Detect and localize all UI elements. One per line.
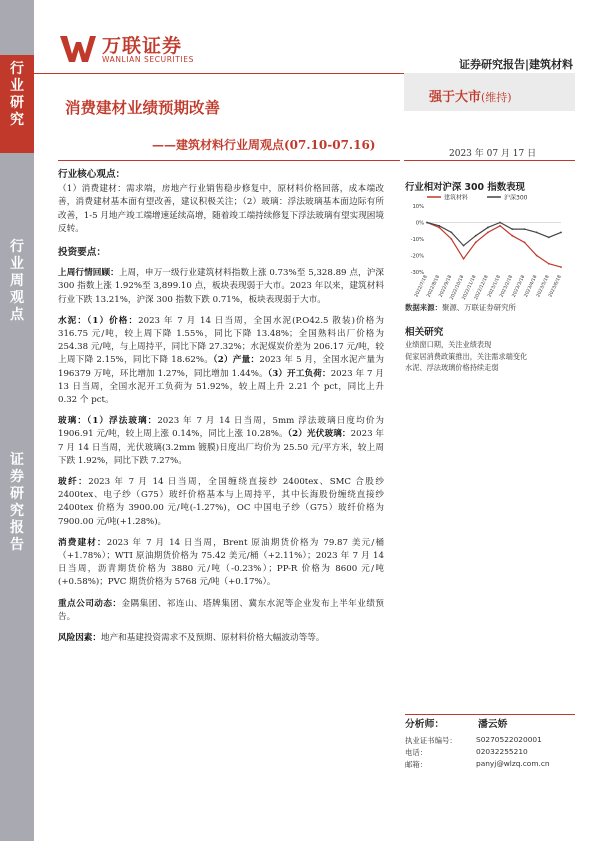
keyword: 玻璃： xyxy=(58,416,87,427)
char: 业 xyxy=(10,256,24,272)
rating-main: 强于大市 xyxy=(429,90,482,105)
x-tick-label: 2022/11/18 xyxy=(461,274,478,301)
related-item[interactable]: 促家居消费政策推出，关注需求端变化 xyxy=(405,351,528,361)
chart-source xyxy=(405,302,516,313)
data-point xyxy=(536,255,538,257)
data-point xyxy=(499,222,501,224)
phone-label: 电话： xyxy=(405,748,428,757)
paragraph-text: 2023 年 7 月 14 日当周，全国缠绕直接纱 2400tex、SMC 合股纱 2400tex、电子纱（G75）玻纤价格基本与上周持平，其中长海股份缠绕直接纱 2400tex 价格为 3900.00 元/吨(-1.27%)，OC 中国电子纱（G75）玻纤价格为 7900.00 元/吨(+1.28%)。 xyxy=(58,477,384,527)
y-tick-label: -10% xyxy=(410,237,424,243)
paragraph-text: 2023 年 5 月，全国水泥产量为 196379 万吨，环比增加 1.27%，同比增加 1.44%。 xyxy=(58,355,384,379)
report-date: 2023 年 07 月 17 日 xyxy=(449,149,537,159)
core-text: （1）消费建材：需求端，房地产行业销售稳步修复中，原材料价格回落，成本端改善，消费建材基本面有望改善，建议积极关注；（2）玻璃：浮法玻璃基本面边际有所改善，1-5 月地产竣工端增速延续高增，随着竣工端持续修复下浮法玻璃有望实现困境反转。 xyxy=(58,184,384,234)
data-point xyxy=(450,232,452,234)
char: 告 xyxy=(10,537,24,553)
email-label: 邮箱： xyxy=(405,760,428,769)
x-tick-label: 2023/5/18 xyxy=(536,274,551,299)
keyword: 风险因素： xyxy=(58,633,101,644)
data-point xyxy=(438,225,440,227)
core-heading: 行业核心观点： xyxy=(58,169,126,180)
series-line xyxy=(427,223,561,268)
points-heading: 投资要点： xyxy=(58,247,106,259)
right-divider xyxy=(404,160,575,161)
fiberglass-section xyxy=(58,476,384,529)
char: 究 xyxy=(10,503,24,519)
paragraph-text: 2023 年 7 月 14 日当周，光伏玻璃(3.2mm 镀膜)日度出厂均价为 25.50 元/平方米，较上周下跌 1.92%，同比下跌 7.27%。 xyxy=(58,429,385,466)
char: 周 xyxy=(10,273,24,289)
data-point xyxy=(524,241,526,243)
source-label: 数据来源： xyxy=(405,303,442,312)
chart-svg xyxy=(405,192,575,301)
data-point xyxy=(536,232,538,234)
data-point xyxy=(560,266,562,268)
sidebar-tag-weekly-view xyxy=(0,233,34,331)
glass-section xyxy=(58,415,384,468)
data-point xyxy=(524,228,526,230)
legend-label: 沪深300 xyxy=(504,194,528,202)
keyword: （1）价格： xyxy=(87,315,139,326)
char: 行 xyxy=(10,61,24,77)
source-text: 聚源、万联证券研究所 xyxy=(441,303,516,312)
data-point xyxy=(560,232,562,234)
analyst-label: 分析师： xyxy=(405,719,445,730)
cement-section xyxy=(58,315,384,407)
logo-text-en: WANLIAN SECURITIES xyxy=(102,55,195,64)
keyword: 上周行情回顾： xyxy=(58,268,119,279)
data-point xyxy=(487,227,489,229)
page-subtitle: ——建筑材料行业周观点(07.10-07.16) xyxy=(152,138,376,152)
phone-number: 02032255210 xyxy=(476,747,528,756)
char: 观 xyxy=(10,290,24,306)
paragraph-text: 金隅集团、祁连山、塔牌集团、冀东水泥等企业发布上半年业绩预告。 xyxy=(58,598,384,622)
keyword: 玻纤： xyxy=(58,477,89,488)
cert-label: 执业证书编号： xyxy=(405,736,457,745)
data-point xyxy=(511,228,513,230)
keyword: 水泥： xyxy=(58,315,88,326)
related-item[interactable]: 水泥、浮法玻璃价格持续走弱 xyxy=(405,363,499,372)
market-review xyxy=(58,267,384,307)
paragraph-text: 2023 年 7 月 14 日当周，全国水泥(P.O42.5 散装)价格为 316.75 元/吨，较上周下降 1.55%，同比下降 13.48%；全国熟料出厂价格为 254.38 元/吨，与上周持平，同比下降 27.32%；水泥煤炭价差为 206.17 元/吨，较上周下降 2.15%，同比下降 18.62%。 xyxy=(58,315,384,366)
company-logo-icon xyxy=(60,34,96,64)
analyst-divider xyxy=(405,714,575,715)
data-point xyxy=(463,258,465,260)
char: 业 xyxy=(10,78,24,94)
chart-title: 行业相对沪深 300 指数表现 xyxy=(405,182,525,193)
x-tick-label: 2023/1/18 xyxy=(487,274,502,299)
cert-number: S0270522020001 xyxy=(476,735,542,744)
paragraph-text: 2023 年 7 月 14 日当周，Brent 原油期货价格为 79.87 美元/桶（+1.78%）；WTI 原油期货价格为 75.42 美元/桶（+2.11%）；2023 年 7 月 14 日当周，沥青期货价格为 3880 元/吨（-0.23%）；PP-R 价格为 8600 元/吨(+0.58%)；PVC 期货价格为 5768 元/吨（+0.17%）。 xyxy=(58,537,384,588)
char: 券 xyxy=(10,469,24,485)
x-tick-label: 2023/3/18 xyxy=(511,274,527,299)
y-tick-label: -30% xyxy=(410,270,424,276)
keyword: 重点公司动态： xyxy=(58,598,122,609)
rating-qualifier: (维持) xyxy=(481,91,512,104)
char: 行 xyxy=(10,239,24,255)
x-tick-label: 2022/9/18 xyxy=(438,274,454,299)
data-point xyxy=(450,238,452,240)
left-divider xyxy=(58,160,400,161)
analyst-name: 潘云娇 xyxy=(478,719,508,730)
company-news-section xyxy=(58,598,384,624)
char: 证 xyxy=(10,452,24,468)
char: 研 xyxy=(10,486,24,502)
char: 点 xyxy=(10,307,24,323)
report-type: 证券研究报告|建筑材料 xyxy=(458,58,573,71)
y-tick-label: -20% xyxy=(410,253,424,260)
data-point xyxy=(463,245,465,247)
rating xyxy=(429,86,512,105)
data-point xyxy=(511,235,513,237)
related-list xyxy=(405,339,527,374)
char: 究 xyxy=(10,112,24,128)
sidebar-tag-securities-report xyxy=(0,446,34,553)
keyword: （2）产量： xyxy=(213,355,260,366)
keyword: （2）光伏玻璃： xyxy=(287,429,351,440)
data-point xyxy=(487,232,489,234)
x-tick-label: 2022/7/18 xyxy=(414,274,429,299)
data-point xyxy=(499,225,501,227)
keyword: （1）浮法玻璃： xyxy=(86,416,158,427)
y-tick-label: 10% xyxy=(412,204,424,210)
data-point xyxy=(426,222,428,224)
x-tick-label: 2023/2/18 xyxy=(499,274,515,299)
legend-label: 建筑材料 xyxy=(444,194,469,202)
x-tick-label: 2023/6/18 xyxy=(548,274,563,299)
data-point xyxy=(548,236,550,238)
performance-chart xyxy=(405,192,575,301)
page-title: 消费建材业绩预期改善 xyxy=(65,98,221,117)
x-tick-label: 2022/10/18 xyxy=(449,274,466,301)
sidebar-tag-industry-research xyxy=(0,55,34,153)
char: 报 xyxy=(10,520,24,536)
x-tick-label: 2022/8/18 xyxy=(426,274,441,299)
keyword: 消费建材： xyxy=(58,537,107,548)
paragraph-text: 2023 年 7 月 13 日当周，全国水泥开工负荷为 51.92%，较上周上升 2.21 个 pct，同比上升 0.32 个 pct。 xyxy=(58,368,384,406)
keyword: （3）开工负荷： xyxy=(267,368,331,379)
char: 研 xyxy=(10,95,24,111)
email-address[interactable]: panyj@wlzq.com.cn xyxy=(476,759,550,768)
main-content xyxy=(58,168,384,653)
consumer-building-materials-section xyxy=(58,537,384,590)
data-point xyxy=(548,263,550,265)
data-point xyxy=(475,241,477,243)
related-item[interactable]: 业绩窗口期，关注业绩表现 xyxy=(405,340,492,349)
risk-section xyxy=(58,632,384,645)
x-tick-label: 2022/12/18 xyxy=(473,274,490,301)
paragraph-text: 上周，申万一级行业建筑材料指数上涨 0.73%至 5,328.89 点，沪深 300 指数上涨 1.92%至 3,899.10 点，板块表现弱于大市。2023 年以来，建筑材料行业下跌 13.21%，沪深 300 指数下跌 0.71%，板块表现弱于大市。 xyxy=(58,268,384,305)
paragraph-text: 地产和基建投资需求不及预期、原材料价格大幅波动等等。 xyxy=(100,633,325,644)
data-point xyxy=(475,235,477,237)
series-line xyxy=(427,223,561,246)
x-tick-label: 2023/4/18 xyxy=(523,274,539,299)
related-heading: 相关研究 xyxy=(405,327,444,338)
paragraph-text: 2023 年 7 月 14 日当周，5mm 浮法玻璃日度均价为 1906.91 元/吨，较上周上涨 0.14%，同比上涨 10.28%。 xyxy=(58,416,384,440)
logo-text-cn: 万联证券 xyxy=(102,35,183,57)
y-tick-label: 0% xyxy=(415,220,424,227)
